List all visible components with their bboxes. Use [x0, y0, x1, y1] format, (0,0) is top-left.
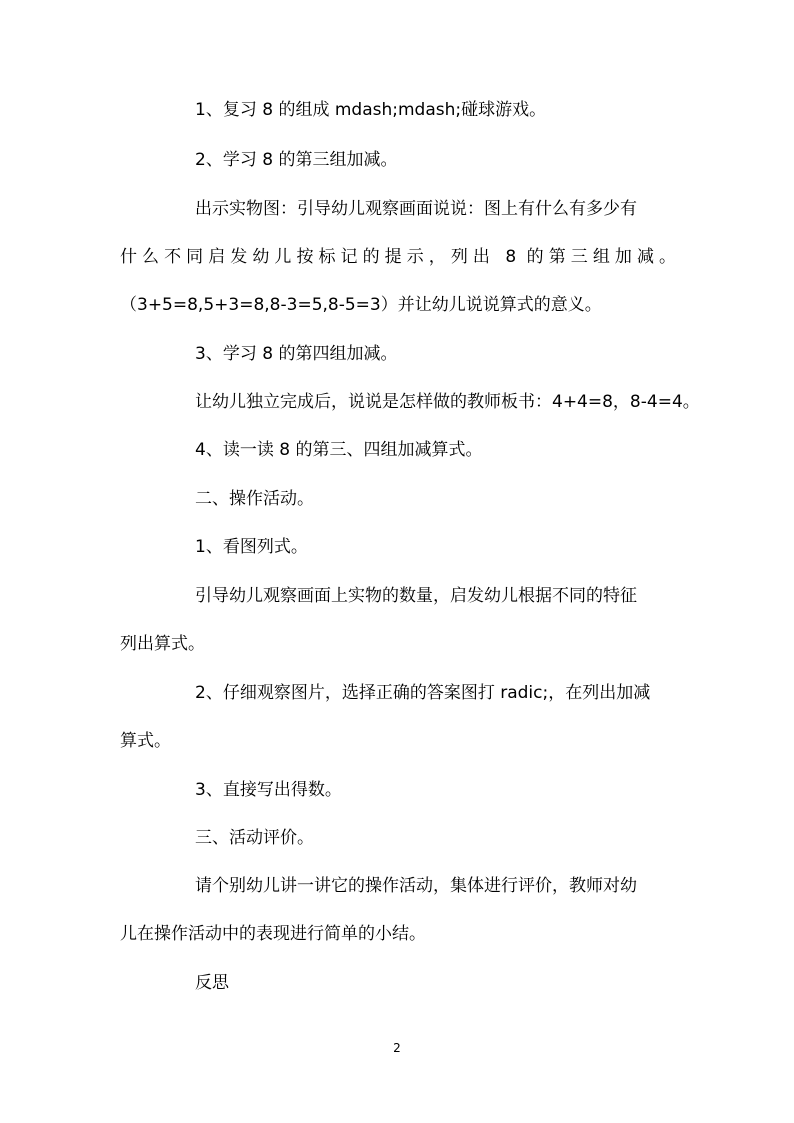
text-line: 请个别幼儿讲一讲它的操作活动，集体进行评价，教师对幼: [195, 876, 637, 896]
text-line: 4、读一读 8 的第三、四组加减算式。: [195, 440, 483, 460]
section-heading: 反思: [195, 973, 229, 993]
text-line: 出示实物图：引导幼儿观察画面说说：图上有什么有多少有: [195, 199, 637, 219]
text-line: 算式。: [120, 731, 171, 751]
text-line: 1、复习 8 的组成 mdash;mdash;碰球游戏。: [195, 100, 547, 120]
text-line: （3+5=8,5+3=8,8-3=5,8-5=3）并让幼儿说说算式的意义。: [120, 295, 602, 315]
text-line: 3、直接写出得数。: [195, 780, 342, 800]
text-line: 列出算式。: [120, 634, 205, 654]
text-line: 什么不同启发幼儿按标记的提示，列出 8 的第三组加减。: [120, 247, 676, 267]
text-line: 让幼儿独立完成后，说说是怎样做的教师板书：4+4=8，8-4=4。: [195, 392, 700, 412]
text-line: 2、学习 8 的第三组加减。: [195, 150, 398, 170]
text-line: 儿在操作活动中的表现进行简单的小结。: [120, 924, 426, 944]
section-heading: 二、操作活动。: [195, 489, 314, 509]
text-line: 3、学习 8 的第四组加减。: [195, 344, 398, 364]
page-number: 2: [393, 1041, 401, 1055]
text-line: 2、仔细观察图片，选择正确的答案图打 radic;，在列出加减: [195, 683, 651, 703]
text-line: 1、看图列式。: [195, 537, 308, 557]
text-line: 引导幼儿观察画面上实物的数量，启发幼儿根据不同的特征: [195, 586, 637, 606]
section-heading: 三、活动评价。: [195, 828, 314, 848]
